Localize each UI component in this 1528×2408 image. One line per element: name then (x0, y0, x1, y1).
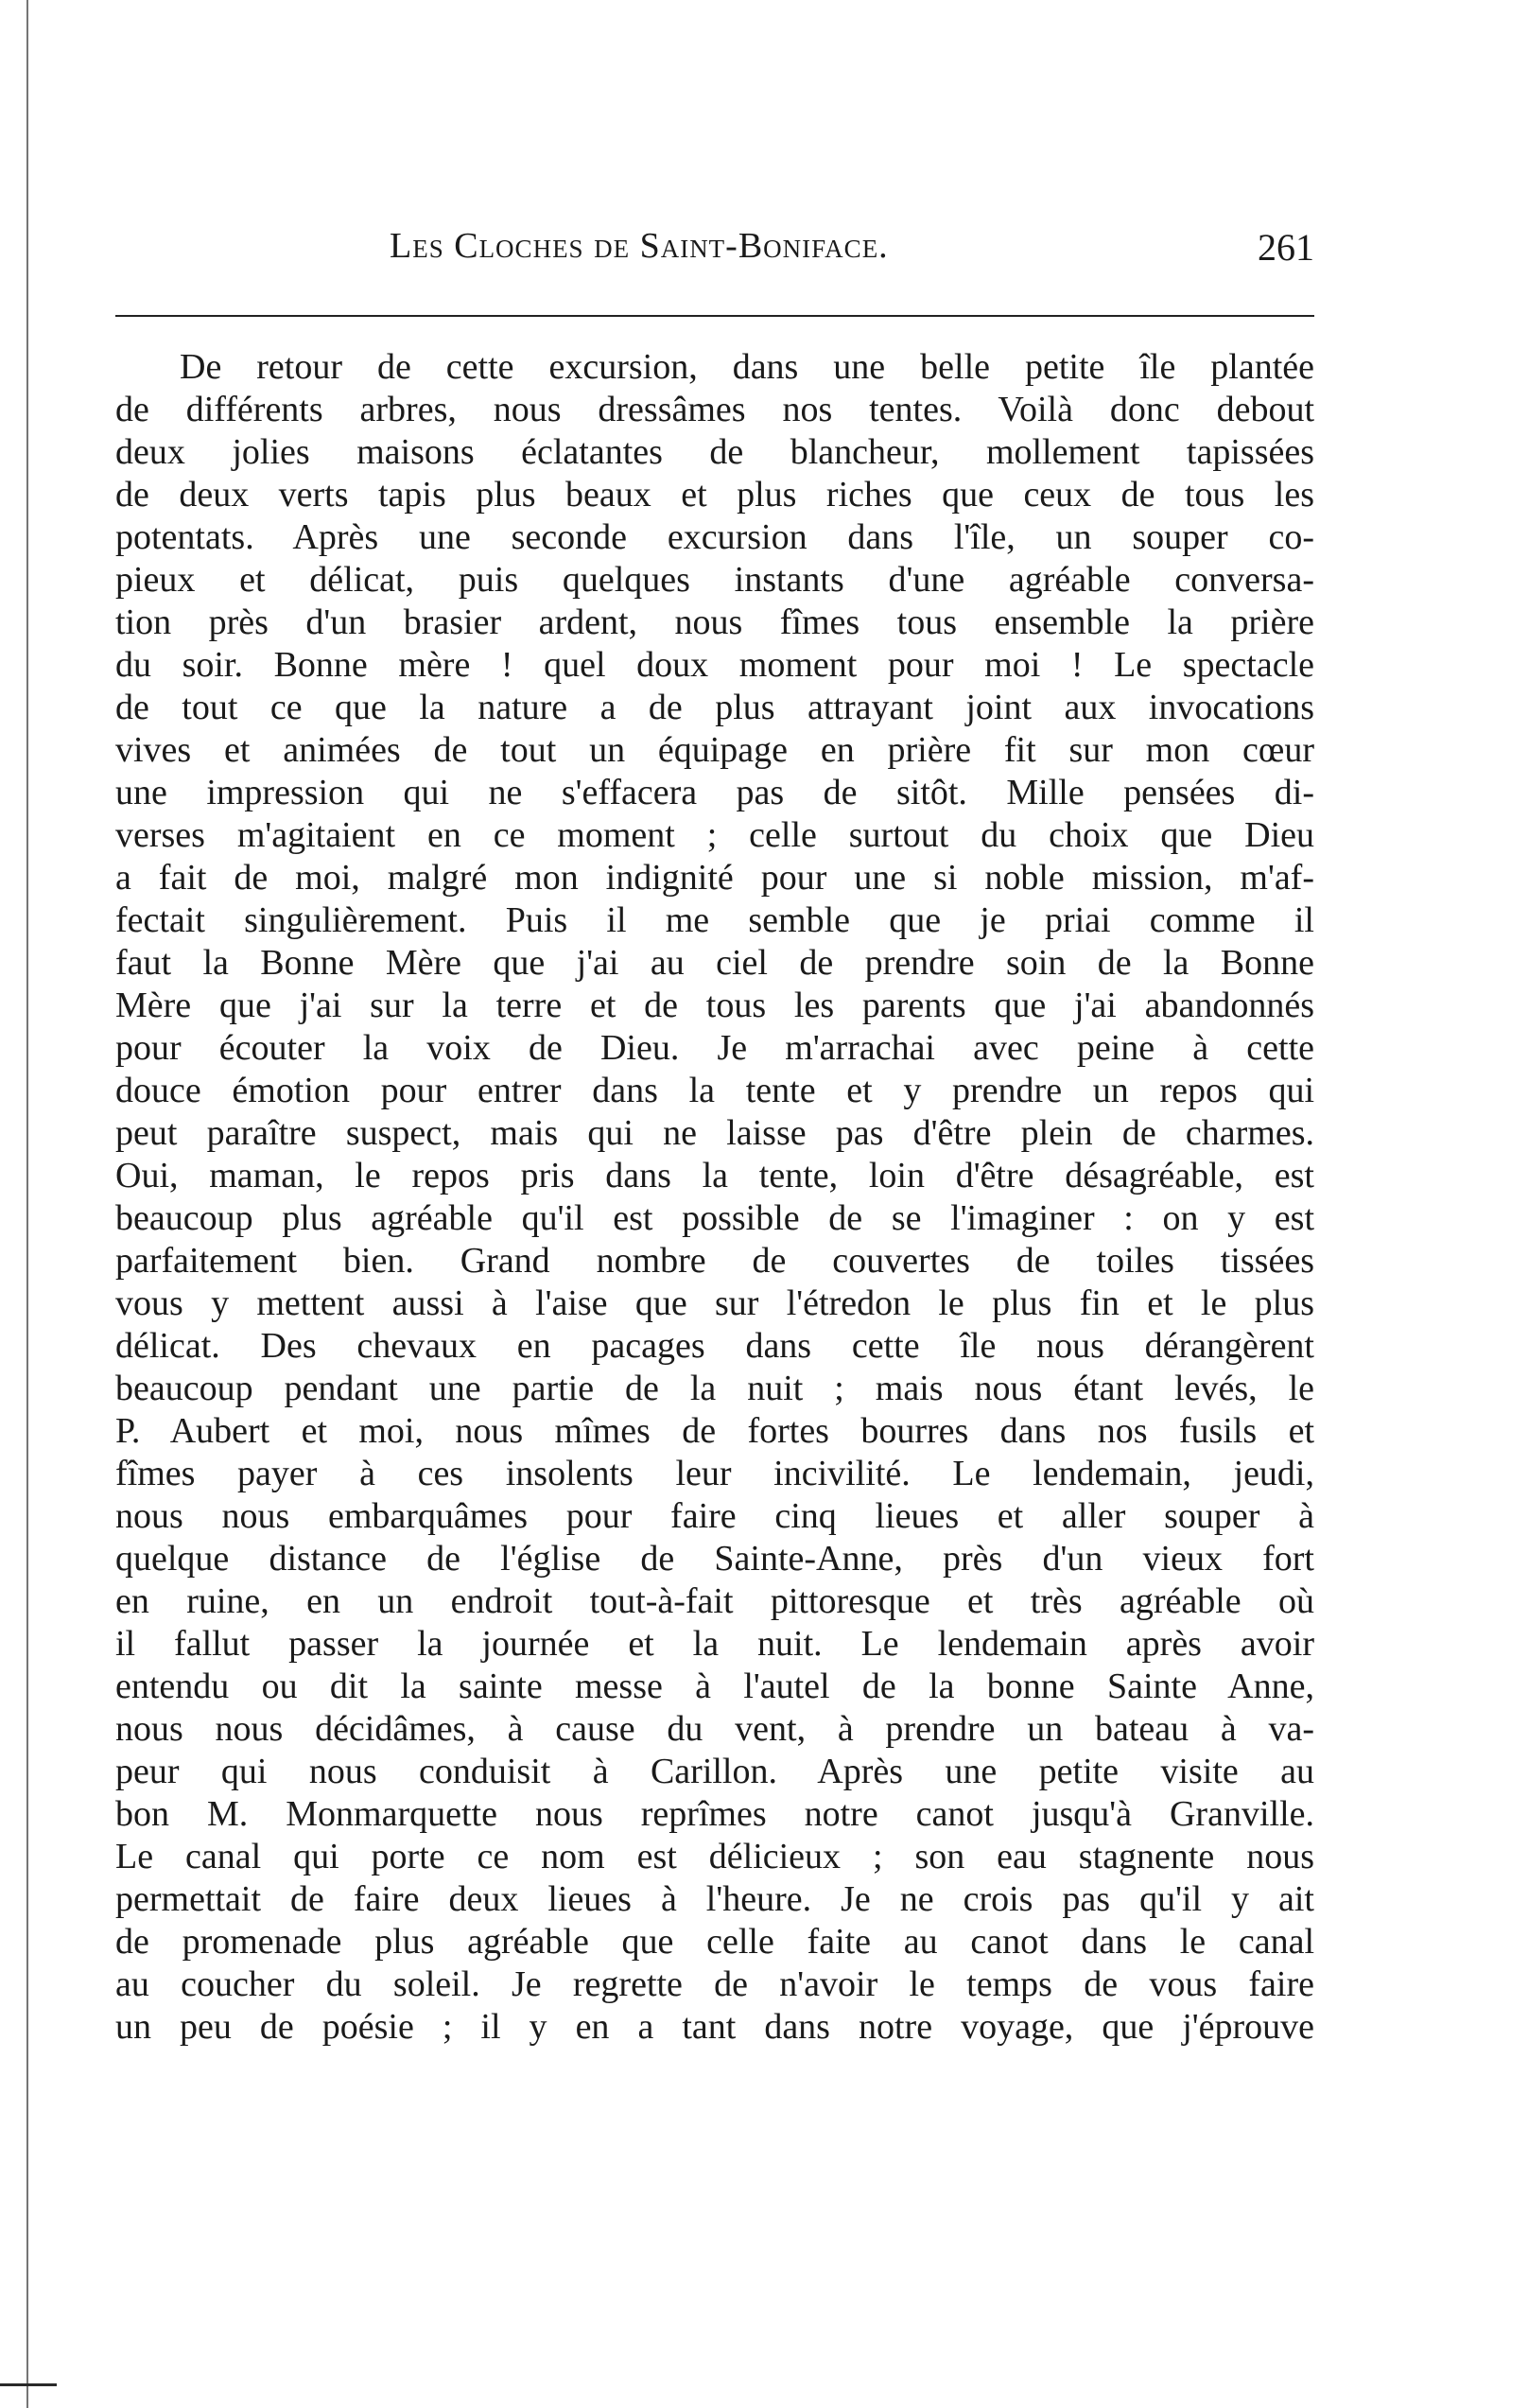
text-line: un peu de poésie ; il y en a tant dans notre voyage, que j'éprouve (115, 2007, 1314, 2047)
text-line: pieux et délicat, puis quelques instants d'une agréable conversa- (115, 560, 1314, 600)
text-line: vous y mettent aussi à l'aise que sur l'étredon le plus fin et le plus (115, 1283, 1314, 1323)
text-line: a fait de moi, malgré mon indignité pour une si noble mission, m'af- (115, 858, 1314, 898)
text-line: potentats. Après une seconde excursion dans l'île, un souper co- (115, 517, 1314, 557)
text-line: vives et animées de tout un équipage en prière fit sur mon cœur (115, 730, 1314, 770)
text-line: délicat. Des chevaux en pacages dans cette île nous dérangèrent (115, 1326, 1314, 1366)
text-line: de deux verts tapis plus beaux et plus riches que ceux de tous les (115, 475, 1314, 515)
text-line: P. Aubert et moi, nous mîmes de fortes bourres dans nos fusils et (115, 1411, 1314, 1451)
text-line: faut la Bonne Mère que j'ai au ciel de prendre soin de la Bonne (115, 943, 1314, 983)
text-line: en ruine, en un endroit tout-à-fait pittoresque et très agréable où (115, 1581, 1314, 1621)
text-line: fîmes payer à ces insolents leur incivilité. Le lendemain, jeudi, (115, 1454, 1314, 1493)
text-line: une impression qui ne s'effacera pas de sitôt. Mille pensées di- (115, 773, 1314, 812)
text-line: deux jolies maisons éclatantes de blancheur, mollement tapissées (115, 432, 1314, 472)
text-line: beaucoup plus agréable qu'il est possible de se l'imaginer : on y est (115, 1198, 1314, 1238)
text-line: bon M. Monmarquette nous reprîmes notre canot jusqu'à Granville. (115, 1794, 1314, 1834)
text-line: de différents arbres, nous dressâmes nos tentes. Voilà donc debout (115, 390, 1314, 429)
text-line: beaucoup pendant une partie de la nuit ; mais nous étant levés, le (115, 1369, 1314, 1408)
text-line: il fallut passer la journée et la nuit. Le lendemain après avoir (115, 1624, 1314, 1664)
text-line: au coucher du soleil. Je regrette de n'avoir le temps de vous faire (115, 1964, 1314, 2004)
text-line: de promenade plus agréable que celle faite au canot dans le canal (115, 1922, 1314, 1962)
text-line: de tout ce que la nature a de plus attrayant joint aux invocations (115, 688, 1314, 727)
text-line: Oui, maman, le repos pris dans la tente, loin d'être désagréable, est (115, 1156, 1314, 1195)
binding-edge-line (26, 0, 28, 2408)
text-line: quelque distance de l'église de Sainte-Anne, près d'un vieux fort (115, 1539, 1314, 1579)
text-line: pour écouter la voix de Dieu. Je m'arrachai avec peine à cette (115, 1028, 1314, 1068)
text-line: Le canal qui porte ce nom est délicieux ; son eau stagnente nous (115, 1837, 1314, 1876)
text-line: nous nous décidâmes, à cause du vent, à prendre un bateau à va- (115, 1709, 1314, 1749)
page-header (115, 225, 1314, 282)
text-line: tion près d'un brasier ardent, nous fîmes tous ensemble la prière (115, 602, 1314, 642)
text-line: nous nous embarquâmes pour faire cinq lieues et aller souper à (115, 1496, 1314, 1536)
text-line: peut paraître suspect, mais qui ne laisse pas d'être plein de charmes. (115, 1113, 1314, 1153)
text-line: permettait de faire deux lieues à l'heure. Je ne crois pas qu'il y ait (115, 1879, 1314, 1919)
page-number: 261 (1258, 226, 1314, 269)
text-line: fectait singulièrement. Puis il me semble que je priai comme il (115, 900, 1314, 940)
text-line: Mère que j'ai sur la terre et de tous les parents que j'ai abandonnés (115, 986, 1314, 1025)
running-title: Les Cloches de Saint-Boniface. (390, 226, 889, 266)
text-line: parfaitement bien. Grand nombre de couvertes de toiles tissées (115, 1241, 1314, 1281)
text-line: du soir. Bonne mère ! quel doux moment pour moi ! Le spectacle (115, 645, 1314, 685)
body-paragraph (115, 346, 1314, 2049)
text-line: douce émotion pour entrer dans la tente et y prendre un repos qui (115, 1071, 1314, 1110)
text-line: De retour de cette excursion, dans une belle petite île plantée (180, 347, 1314, 387)
text-line: peur qui nous conduisit à Carillon. Après une petite visite au (115, 1752, 1314, 1791)
binding-edge-mark (0, 2383, 57, 2386)
text-line: entendu ou dit la sainte messe à l'autel de la bonne Sainte Anne, (115, 1666, 1314, 1706)
header-rule (115, 315, 1314, 317)
text-line: verses m'agitaient en ce moment ; celle surtout du choix que Dieu (115, 815, 1314, 855)
